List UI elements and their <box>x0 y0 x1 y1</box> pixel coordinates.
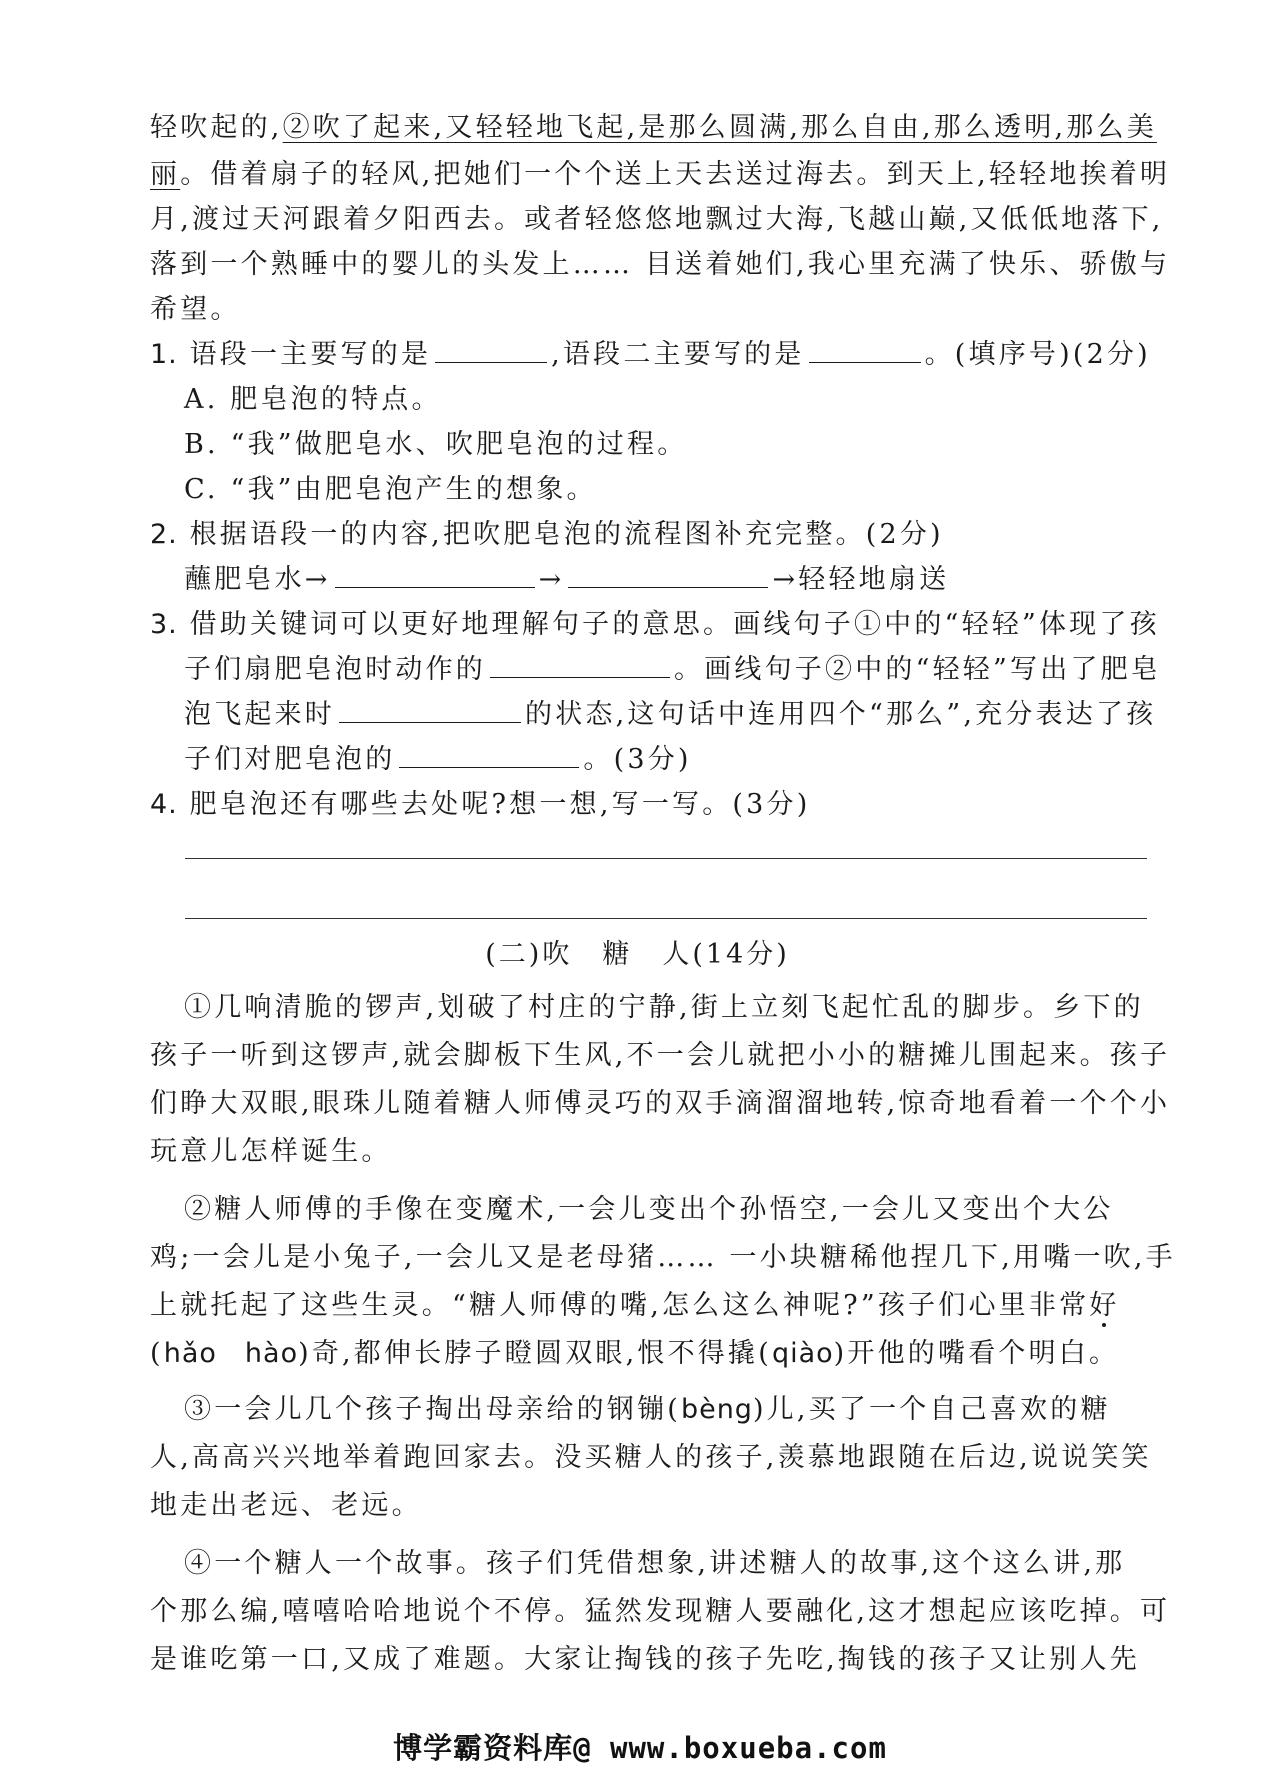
option-a: A. 肥皂泡的特点。 <box>184 384 442 415</box>
passage-line: 丽。借着扇子的轻风,把她们一个个送上天去送过海去。到天上,轻轻地挨着明 <box>150 159 1171 190</box>
paragraph-2-line: 鸡;一会儿是小兔子,一会儿又是老母猪…… 一小块糖稀他捏几下,用嘴一吹,手 <box>150 1242 1176 1273</box>
flowchart-line: 蘸肥皂水→ → →轻轻地扇送 <box>184 560 949 600</box>
passage-line: 轻吹起的,②吹了起来,又轻轻地飞起,是那么圆满,那么自由,那么透明,那么美 <box>150 112 1157 143</box>
question-3-line: 泡飞起来时 的状态,这句话中连用四个“那么”,充分表达了孩 <box>184 695 1156 735</box>
paragraph-2-line: ②糖人师傅的手像在变魔术,一会儿变出个孙悟空,一会儿又变出个大公 <box>184 1194 1114 1225</box>
paragraph-2-line: 上就托起了这些生灵。“糖人师傅的嘴,怎么这么神呢?”孩子们心里非常好 <box>150 1290 1120 1321</box>
pinyin: bèng <box>680 1394 753 1425</box>
answer-blank-q3-b[interactable] <box>339 696 521 723</box>
paragraph-4-line: ④一个糖人一个故事。孩子们凭借想象,讲述糖人的故事,这个这么讲,那 <box>184 1548 1126 1579</box>
paragraph-4-line: 个那么编,嘻嘻哈哈地说个不停。猛然发现糖人要融化,这才想起应该吃掉。可 <box>150 1596 1171 1627</box>
answer-blank-flow-1[interactable] <box>335 561 535 588</box>
pinyin: qiào <box>771 1338 834 1369</box>
paragraph-1-line: ①几响清脆的锣声,划破了村庄的宁静,街上立刻飞起忙乱的脚步。乡下的 <box>184 992 1144 1023</box>
section-title: (二)吹 糖 人(14分) <box>485 939 790 970</box>
question-4: 4. 肥皂泡还有哪些去处呢?想一想,写一写。(3分) <box>150 789 811 820</box>
answer-blank-q1-a[interactable] <box>435 336 547 363</box>
passage-line: 月,渡过天河跟着夕阳西去。或者轻悠悠地飘过大海,飞越山巅,又低低地落下, <box>150 204 1164 235</box>
paragraph-3-line: ③一会儿几个孩子掏出母亲给的钢镚(bèng)儿,买了一个自己喜欢的糖 <box>184 1394 1111 1425</box>
paragraph-1-line: 孩子一听到这锣声,就会脚板下生风,不一会儿就把小小的糖摊儿围起来。孩子 <box>150 1040 1171 1071</box>
question-1: 1. 语段一主要写的是 ,语段二主要写的是 。(填序号)(2分) <box>150 335 1151 375</box>
paragraph-3-line: 地走出老远、老远。 <box>150 1490 422 1521</box>
option-c: C. “我”由肥皂泡产生的想象。 <box>184 474 597 505</box>
emphasis-dot-char: 好 <box>1089 1290 1120 1321</box>
passage-line: 落到一个熟睡中的婴儿的头发上…… 目送着她们,我心里充满了快乐、骄傲与 <box>150 249 1171 280</box>
answer-blank-q3-a[interactable] <box>490 651 670 678</box>
answer-line-1[interactable] <box>185 858 1147 859</box>
answer-blank-flow-2[interactable] <box>568 561 768 588</box>
question-2: 2. 根据语段一的内容,把吹肥皂泡的流程图补充完整。(2分) <box>150 519 944 550</box>
paragraph-1-line: 们睁大双眼,眼珠儿随着糖人师傅灵巧的双手滴溜溜地转,惊奇地看着一个个小 <box>150 1088 1171 1119</box>
passage-line: 希望。 <box>150 294 241 325</box>
pinyin-options: hǎo hào <box>163 1338 299 1369</box>
paragraph-3-line: 人,高高兴兴地举着跑回家去。没买糖人的孩子,羡慕地跟随在后边,说说笑笑 <box>150 1442 1152 1473</box>
watermark-footer: 博学霸资料库@ www.boxueba.com <box>393 1731 887 1765</box>
answer-blank-q3-c[interactable] <box>399 741 579 768</box>
question-3: 3. 借助关键词可以更好地理解句子的意思。画线句子①中的“轻轻”体现了孩 <box>150 609 1160 640</box>
paragraph-1-line: 玩意儿怎样诞生。 <box>150 1136 392 1167</box>
paragraph-2-line: (hǎo hào)奇,都伸长脖子瞪圆双眼,恨不得撬(qiào)开他的嘴看个明白。 <box>150 1338 1120 1369</box>
option-b: B. “我”做肥皂水、吹肥皂泡的过程。 <box>184 429 688 460</box>
question-3-line: 子们对肥皂泡的 。(3分) <box>184 740 692 780</box>
paragraph-4-line: 是谁吃第一口,又成了难题。大家让掏钱的孩子先吃,掏钱的孩子又让别人先 <box>150 1644 1140 1675</box>
answer-line-2[interactable] <box>185 918 1147 919</box>
answer-blank-q1-b[interactable] <box>809 336 921 363</box>
underlined-sentence-2: ②吹了起来,又轻轻地飞起,是那么圆满,那么自由,那么透明,那么美 <box>282 112 1157 143</box>
question-3-line: 子们扇肥皂泡时动作的 。画线句子②中的“轻轻”写出了肥皂 <box>184 650 1161 690</box>
